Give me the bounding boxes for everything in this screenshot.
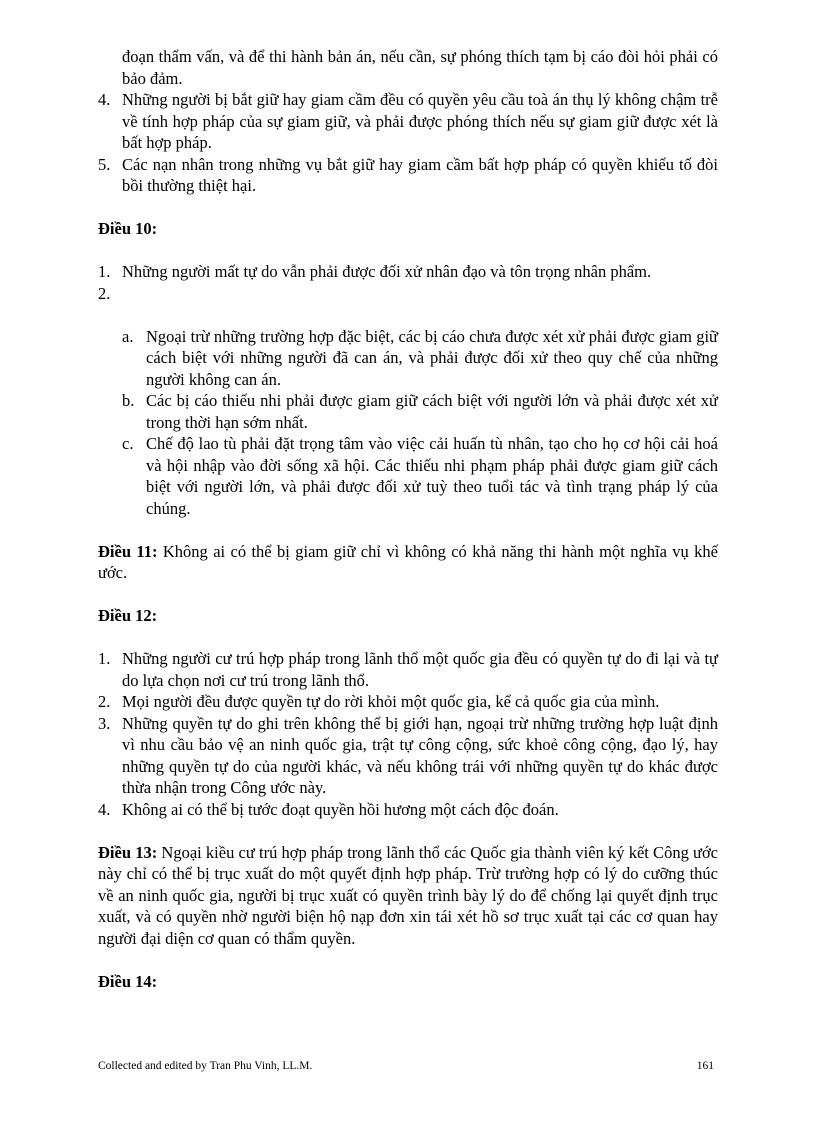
page-number: 161: [696, 1060, 714, 1072]
article-12-list: [98, 648, 718, 820]
footer-credit: Collected and edited by Tran Phu Vinh, LL.M.: [98, 1060, 313, 1072]
item-number: 4.: [98, 90, 111, 109]
item-text: Mọi người đều được quyền tự do rời khỏi một quốc gia, kể cả quốc gia của mình.: [122, 692, 660, 711]
sub-item-text: Ngoại trừ những trường hợp đặc biệt, các bị cáo chưa được xét xử phải được giam giữ cách biệt với những người đã can án, và phải được đối xử theo quy chế của những người không can án.: [146, 326, 718, 389]
item-number: 1.: [98, 649, 111, 668]
list-item: [98, 261, 718, 283]
article-13-heading: Điều 13:: [98, 842, 158, 862]
sub-list-item: [98, 326, 718, 391]
item-number: 2.: [98, 283, 111, 303]
item-text: Các nạn nhân trong những vụ bắt giữ hay giam cầm bất hợp pháp có quyền khiếu tố đòi bồi thường thiệt hại.: [122, 154, 718, 195]
spacer: [98, 304, 718, 326]
article-11-text: Không ai có thể bị giam giữ chỉ vì không có khả năng thi hành một nghĩa vụ khế ước.: [98, 541, 719, 582]
sub-item-label: a.: [122, 326, 134, 346]
spacer: [98, 519, 718, 541]
list-item: [98, 713, 718, 799]
sub-item-label: b.: [122, 391, 135, 410]
sub-list-item: [98, 433, 718, 519]
article-10-sublist: [98, 326, 718, 520]
item-text: Những người mất tự do vẫn phải được đối xử nhân đạo và tôn trọng nhân phẩm.: [122, 262, 652, 281]
spacer: [98, 197, 718, 219]
item-3-continuation: đoạn thẩm vấn, và để thi hành bản án, nếu cần, sự phóng thích tạm bị cáo đòi hỏi phải có bảo đảm.: [122, 47, 718, 88]
list-item: [98, 154, 718, 197]
item-text: Những người cư trú hợp pháp trong lãnh thổ một quốc gia đều có quyền tự do đi lại và tự do lựa chọn nơi cư trú trong lãnh thổ.: [122, 649, 718, 690]
item-text: Không ai có thể bị tước đoạt quyền hồi hương một cách độc đoán.: [122, 799, 559, 819]
spacer: [98, 584, 718, 606]
item-number: 3.: [98, 713, 111, 733]
article-12-heading: Điều 12:: [98, 606, 158, 625]
item-number: 5.: [98, 154, 111, 174]
list-item: [98, 799, 718, 821]
spacer: [98, 240, 718, 262]
list-item: [98, 283, 718, 305]
item-number: 2.: [98, 692, 111, 711]
article-10-heading: Điều 10:: [98, 219, 158, 238]
sub-item-label: c.: [122, 434, 134, 453]
article-11-heading: Điều 11:: [98, 541, 158, 561]
continuation-list: [98, 89, 718, 197]
spacer: [98, 949, 718, 971]
list-item: [98, 691, 718, 713]
item-text: Những quyền tự do ghi trên không thể bị giới hạn, ngoại trừ những trường hợp luật định vì nhu cầu bảo vệ an ninh quốc gia, trật tự công cộng, sức khoẻ công cộng, đạo lý, hay những quyền tự do của người khác, và nếu không trái với những quyền tự do khác được thừa nhận trong Công ước này.: [122, 713, 718, 797]
list-item: [98, 89, 718, 154]
article-10-list: [98, 261, 718, 304]
item-text: Những người bị bắt giữ hay giam cầm đều có quyền yêu cầu toà án thụ lý không chậm trễ về tính hợp pháp của sự giam giữ, và phải được phóng thích nếu sự giam giữ được xét là bất hợp pháp.: [122, 90, 718, 152]
article-13-paragraph: [98, 842, 718, 950]
article-11-paragraph: [98, 541, 718, 584]
sub-list-item: [98, 390, 718, 433]
spacer: [98, 820, 718, 842]
document-body: [98, 46, 718, 992]
article-13-text: Ngoại kiều cư trú hợp pháp trong lãnh thổ các Quốc gia thành viên ký kết Công ước này chỉ có thể bị trục xuất do một quyết định hợp pháp. Trừ trường hợp có lý do cưỡng thúc về an ninh quốc gia, người bị trục xuất có quyền trình bày lý do để chống lại quyết định trục xuất, và có quyền nhờ người biện hộ nạp đơn xin tái xét hồ sơ trục xuất tại các cơ quan hay người đại diện cơ quan có thẩm quyền.: [98, 842, 719, 948]
sub-item-text: Chế độ lao tù phải đặt trọng tâm vào việc cải huấn tù nhân, tạo cho họ cơ hội cải hoá và hội nhập vào đời sống xã hội. Các thiếu nhi phạm pháp phải được giam giữ cách biệt với người lớn, và phải được đối xử tuỳ theo tuổi tác và tình trạng pháp lý của chúng.: [146, 434, 718, 518]
sub-item-text: Các bị cáo thiếu nhi phải được giam giữ cách biệt với người lớn và phải được xét xử trong thời hạn sớm nhất.: [146, 391, 718, 432]
item-number: 4.: [98, 799, 111, 819]
spacer: [98, 627, 718, 649]
item-number: 1.: [98, 262, 111, 281]
article-14-heading: Điều 14:: [98, 971, 158, 991]
list-item: [98, 648, 718, 691]
